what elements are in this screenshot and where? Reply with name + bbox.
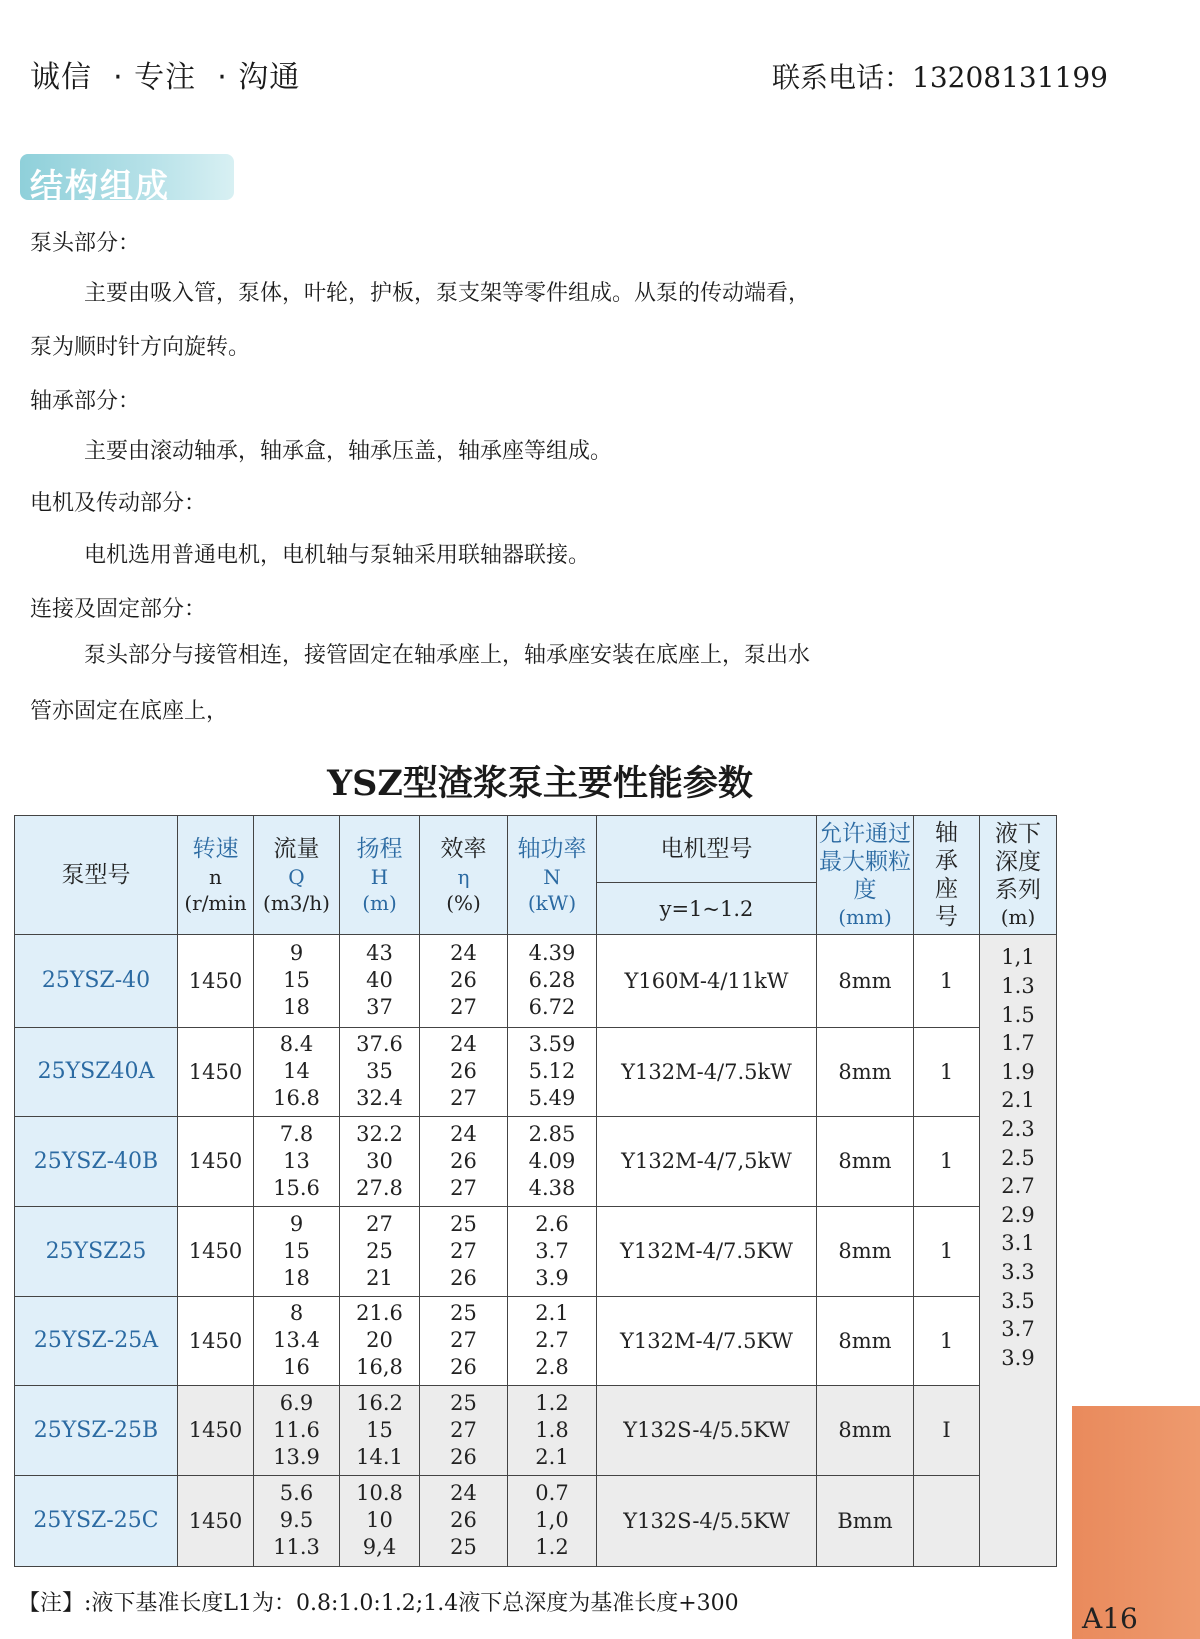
efficiency-cell [420,1206,508,1296]
eff-value: 27 [450,995,477,1020]
speed-cell: 1450 [178,1385,254,1475]
flow-value: 11.3 [273,1535,320,1560]
flow-value: 11.6 [273,1417,320,1442]
power-cell [508,1206,597,1296]
particle-cell: 8mm [817,1296,914,1385]
power-value: 3.9 [535,1265,569,1290]
eff-value: 26 [450,1059,477,1084]
performance-table [14,815,1057,1567]
efficiency-cell [420,1116,508,1206]
section-title-tag [20,154,234,205]
header-speed: 转速 n (r/min [178,816,254,935]
power-value: 2.6 [535,1211,569,1236]
depth-series-value: 2.9 [1001,1202,1035,1227]
pump-head-label: 泵头部分： [30,231,141,256]
depth-series-value: 2.5 [1001,1145,1035,1170]
flow-value: 15.6 [273,1175,320,1200]
depth-series-value: 1.9 [1001,1059,1035,1084]
connect-text-2: 管亦固定在底座上， [30,699,229,724]
bearing-cell: 1 [914,1296,980,1385]
bearing-cell: I [914,1385,980,1475]
header-shaft-power: 轴功率 N (kW) [508,816,597,935]
flow-value: 16.8 [273,1086,320,1111]
flow-value: 9 [289,941,304,966]
motor-cell: Y132M-4/7.5kW [597,1027,817,1116]
head-value: 20 [366,1328,393,1353]
eff-value: 24 [450,1032,477,1057]
motor-cell: Y160M-4/11kW [597,935,817,1027]
head-value: 9,4 [362,1535,397,1560]
speed-cell: 1450 [178,1296,254,1385]
eff-value: 25 [450,1211,477,1236]
efficiency-cell [420,935,508,1027]
flow-value: 9.5 [279,1508,314,1533]
head-value: 43 [366,941,393,966]
eff-value: 27 [450,1238,477,1263]
flow-value: 6.9 [279,1390,314,1415]
bearing-cell: 1 [914,1027,980,1116]
head-value: 37.6 [356,1032,403,1057]
particle-cell: 8mm [817,935,914,1027]
power-value: 2.7 [535,1328,569,1353]
header-head: 扬程 H (m) [340,816,420,935]
model-cell: 25YSZ-25A [15,1296,178,1385]
flow-value: 8.4 [279,1032,314,1057]
efficiency-cell [420,1296,508,1385]
motor-cell: Y132M-4/7,5kW [597,1116,817,1206]
depth-series-value: 3.1 [1001,1231,1035,1256]
flow-value: 18 [283,1265,310,1290]
power-value: 4.39 [528,941,576,966]
table-row [15,1385,1057,1475]
head-value: 21 [366,1265,393,1290]
speed-cell: 1450 [178,1027,254,1116]
power-value: 4.09 [528,1148,576,1173]
connect-label: 连接及固定部分： [30,597,207,622]
head-value: 16,8 [356,1355,403,1380]
model-cell: 25YSZ40A [15,1027,178,1116]
flow-value: 13 [283,1148,310,1173]
depth-series-value: 3.3 [1001,1259,1035,1284]
header-bearing-seat: 轴 承 座 号 [914,816,980,935]
head-cell [340,1296,420,1385]
head-cell [340,1116,420,1206]
head-value: 30 [366,1148,393,1173]
depth-series-value: 1,1 [1001,945,1035,970]
motor-cell: Y132M-4/7.5KW [597,1206,817,1296]
power-value: 6.72 [528,995,576,1020]
head-cell [340,1475,420,1566]
model-cell: 25YSZ-40B [15,1116,178,1206]
head-cell [340,1206,420,1296]
speed-cell: 1450 [178,1206,254,1296]
eff-value: 25 [450,1535,477,1560]
contact-phone: 联系电话：13208131199 [772,61,1108,94]
motor-cell: Y132M-4/7.5KW [597,1296,817,1385]
power-cell [508,1385,597,1475]
flow-cell [254,1027,340,1116]
slogan: 诚信 · 专注 · 沟通 [30,60,301,95]
flow-value: 14 [283,1059,310,1084]
bearing-text-1: 主要由滚动轴承，轴承盒，轴承压盖，轴承座等组成。 [84,439,613,464]
flow-cell [254,935,340,1027]
head-value: 10 [366,1508,393,1533]
header-model: 泵型号 [15,816,178,935]
power-cell [508,1475,597,1566]
pump-head-text-2: 泵为顺时针方向旋转。 [30,335,251,360]
power-value: 5.49 [528,1086,576,1111]
head-value: 40 [366,968,393,993]
power-value: 5.12 [528,1059,576,1084]
table-title: YSZ型渣浆泵主要性能参数 [327,763,753,804]
eff-value: 24 [450,941,477,966]
head-cell [340,1027,420,1116]
head-value: 14.1 [356,1444,403,1469]
eff-value: 26 [450,1508,477,1533]
depth-series-value: 2.3 [1001,1116,1035,1141]
power-value: 1,0 [535,1508,569,1533]
table-row [15,1027,1057,1116]
power-value: 0.7 [535,1481,569,1506]
page-tab [1072,1406,1200,1639]
flow-value: 13.9 [273,1444,320,1469]
eff-value: 26 [450,1148,477,1173]
power-cell [508,1116,597,1206]
efficiency-cell [420,1385,508,1475]
flow-cell [254,1116,340,1206]
flow-cell [254,1385,340,1475]
depth-series-value: 1.3 [1001,974,1035,999]
bearing-cell [914,1475,980,1566]
head-value: 32.2 [356,1121,403,1146]
power-value: 2.85 [528,1121,576,1146]
flow-cell [254,1296,340,1385]
head-value: 27.8 [356,1175,403,1200]
efficiency-cell [420,1027,508,1116]
table-row [15,1206,1057,1296]
eff-value: 26 [450,1444,477,1469]
power-value: 1.2 [535,1535,569,1560]
section-title: 结构组成 [30,166,170,205]
motor-label: 电机及传动部分： [30,491,207,516]
bearing-label: 轴承部分： [30,389,141,414]
bearing-cell: 1 [914,935,980,1027]
eff-value: 27 [450,1328,477,1353]
efficiency-cell [420,1475,508,1566]
power-value: 3.7 [535,1238,569,1263]
table-row [15,1116,1057,1206]
header-depth-series: 液下 深度 系列 (m) [980,816,1057,935]
particle-cell: 8mm [817,1116,914,1206]
head-value: 37 [366,995,393,1020]
motor-text-1: 电机选用普通电机，电机轴与泵轴采用联轴器联接。 [84,543,591,568]
model-cell: 25YSZ-40 [15,935,178,1027]
model-cell: 25YSZ-25C [15,1475,178,1566]
eff-value: 27 [450,1175,477,1200]
table-row [15,935,1057,1027]
connect-text-1: 泵头部分与接管相连，接管固定在轴承座上，轴承座安装在底座上，泵出水 [84,643,811,668]
power-value: 2.8 [535,1355,569,1380]
bearing-cell: 1 [914,1116,980,1206]
flow-value: 8 [289,1301,304,1326]
model-cell: 25YSZ25 [15,1206,178,1296]
eff-value: 26 [450,968,477,993]
footnote: 【注】:液下基准长度L1为：0.8:1.0:1.2;1.4液下总深度为基准长度+300 [18,1591,739,1616]
head-value: 21.6 [356,1301,403,1326]
flow-value: 16 [283,1355,310,1380]
flow-value: 18 [283,995,310,1020]
table-row [15,1296,1057,1385]
depth-series-value: 3.5 [1001,1288,1035,1313]
depth-series-value: 2.7 [1001,1174,1035,1199]
head-value: 10.8 [356,1481,403,1506]
head-value: 32.4 [356,1086,403,1111]
head-value: 16.2 [356,1390,403,1415]
particle-cell: Bmm [817,1475,914,1566]
eff-value: 24 [450,1481,477,1506]
speed-cell: 1450 [178,935,254,1027]
particle-cell: 8mm [817,1385,914,1475]
flow-value: 13.4 [273,1328,320,1353]
depth-series-value: 3.7 [1001,1317,1035,1342]
eff-value: 25 [450,1301,477,1326]
flow-value: 15 [283,968,310,993]
head-value: 25 [366,1238,393,1263]
bearing-cell: 1 [914,1206,980,1296]
header-motor-sub: y=1~1.2 [597,882,817,935]
power-value: 1.2 [535,1390,569,1415]
eff-value: 27 [450,1086,477,1111]
header-motor: 电机型号 [597,816,817,883]
power-value: 3.59 [528,1032,576,1057]
power-value: 6.28 [528,968,576,993]
model-cell: 25YSZ-25B [15,1385,178,1475]
speed-cell: 1450 [178,1116,254,1206]
eff-value: 24 [450,1121,477,1146]
eff-value: 25 [450,1390,477,1415]
depth-series-cell [980,935,1057,1567]
flow-value: 9 [289,1211,304,1236]
depth-series-value: 3.9 [1001,1345,1035,1370]
eff-value: 27 [450,1417,477,1442]
eff-value: 26 [450,1355,477,1380]
header-flow: 流量 Q (m3/h) [254,816,340,935]
flow-cell [254,1475,340,1566]
eff-value: 26 [450,1265,477,1290]
header-max-particle: 允许通过 最大颗粒 度 (mm) [817,816,914,935]
pump-head-text-1: 主要由吸入管，泵体，叶轮，护板，泵支架等零件组成。从泵的传动端看， [84,281,811,306]
head-value: 15 [366,1417,393,1442]
head-value: 27 [366,1211,393,1236]
power-cell [508,1027,597,1116]
flow-cell [254,1206,340,1296]
head-cell [340,935,420,1027]
power-value: 4.38 [528,1175,576,1200]
header-efficiency: 效率 η (%) [420,816,508,935]
table-row [15,1475,1057,1566]
particle-cell: 8mm [817,1027,914,1116]
depth-series-value: 2.1 [1001,1088,1035,1113]
power-value: 2.1 [535,1301,569,1326]
page-number: A16 [1082,1602,1138,1635]
power-value: 1.8 [535,1417,569,1442]
depth-series-value: 1.7 [1001,1031,1035,1056]
power-cell [508,935,597,1027]
depth-series-value: 1.5 [1001,1002,1035,1027]
power-cell [508,1296,597,1385]
speed-cell: 1450 [178,1475,254,1566]
particle-cell: 8mm [817,1206,914,1296]
head-value: 35 [366,1059,393,1084]
flow-value: 7.8 [279,1121,314,1146]
power-value: 2.1 [535,1444,569,1469]
motor-cell: Y132S-4/5.5KW [597,1385,817,1475]
head-cell [340,1385,420,1475]
flow-value: 15 [283,1238,310,1263]
motor-cell: Y132S-4/5.5KW [597,1475,817,1566]
flow-value: 5.6 [279,1481,314,1506]
